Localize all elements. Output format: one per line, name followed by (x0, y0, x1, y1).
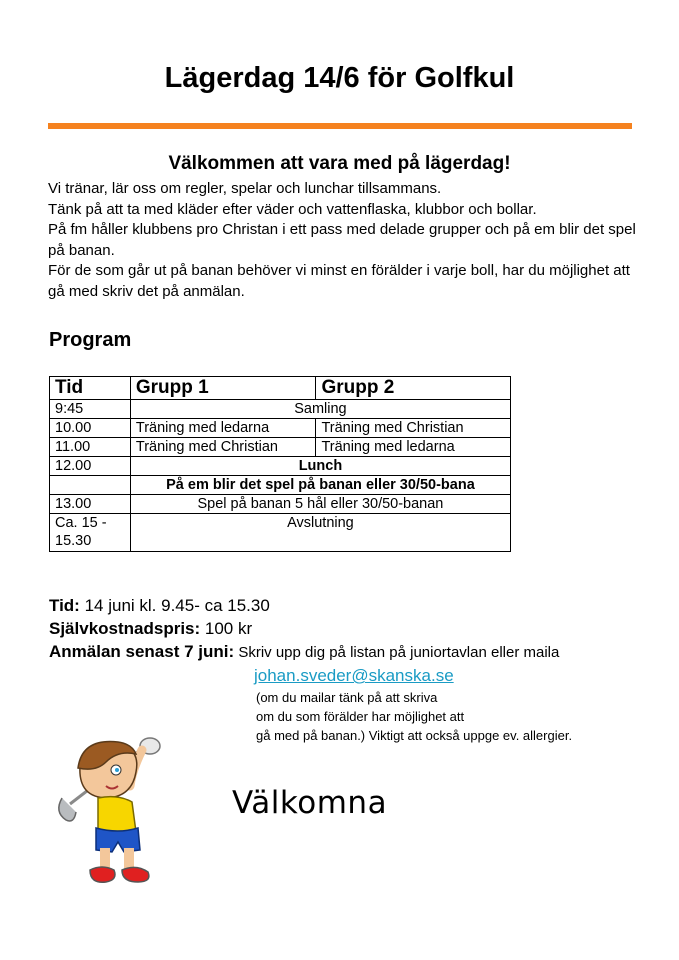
signup-info (49, 642, 559, 665)
time-cell (50, 476, 131, 495)
activity-cell: Spel på banan 5 hål eller 30/50-banan (130, 495, 510, 514)
time-cell: 10.00 (50, 419, 131, 438)
closing-greeting: Välkomna (232, 785, 388, 821)
note-line: (om du mailar tänk på att skriva (256, 690, 438, 705)
time-cell: 12.00 (50, 457, 131, 476)
activity-cell: Lunch (130, 457, 510, 476)
group2-cell: Träning med ledarna (316, 438, 511, 457)
activity-cell: Avslutning (130, 514, 510, 552)
price-label: Självkostnadspris: (49, 619, 201, 638)
email-link[interactable]: johan.sveder@skanska.se (254, 666, 454, 685)
group1-cell: Träning med Christian (130, 438, 316, 457)
price-value: 100 kr (200, 619, 253, 638)
intro-line: Vi tränar, lär oss om regler, spelar och lunchar tillsammans. (48, 180, 442, 197)
intro-line: På fm håller klubbens pro Christan i ett pass med delade grupper och på em blir det spel på banan. (48, 221, 636, 259)
time-label: Tid: (49, 596, 80, 615)
activity-cell: På em blir det spel på banan eller 30/50-bana (130, 476, 510, 495)
table-row (50, 476, 511, 495)
table-row (50, 514, 511, 552)
note-line: gå med på banan.) Viktigt att också uppge ev. allergier. (256, 728, 573, 743)
time-cell: 9:45 (50, 400, 131, 419)
group1-cell: Träning med ledarna (130, 419, 316, 438)
time-cell: Ca. 15 - 15.30 (50, 514, 131, 552)
activity-cell: Samling (130, 400, 510, 419)
page-title: Lägerdag 14/6 för Golfkul (164, 62, 515, 94)
program-heading: Program (49, 329, 132, 351)
table-row (50, 419, 511, 438)
time-value: 14 juni kl. 9.45- ca 15.30 (79, 596, 270, 615)
signup-label: Anmälan senast 7 juni: (49, 642, 235, 661)
table-row (50, 457, 511, 476)
header-time: Tid (50, 377, 131, 400)
orange-divider (48, 123, 632, 129)
golfer-kid-illustration (50, 732, 175, 892)
schedule-table (49, 376, 511, 552)
note-line: om du som förälder har möjlighet att (256, 709, 465, 724)
time-cell: 11.00 (50, 438, 131, 457)
event-info (49, 596, 559, 665)
table-row (50, 400, 511, 419)
table-header-row (50, 377, 511, 400)
header-group1: Grupp 1 (130, 377, 316, 400)
time-info (49, 596, 559, 619)
price-info (49, 619, 559, 642)
signup-value: Skriv upp dig på listan på juniortavlan eller maila (234, 644, 560, 661)
header-group2: Grupp 2 (316, 377, 511, 400)
signup-note (256, 688, 572, 745)
table-row (50, 438, 511, 457)
time-cell: 13.00 (50, 495, 131, 514)
intro-line: Tänk på att ta med kläder efter väder och vattenflaska, klubbor och bollar. (48, 200, 537, 218)
welcome-heading: Välkommen att vara med på lägerdag! (168, 153, 511, 174)
table-row (50, 495, 511, 514)
group2-cell: Träning med Christian (316, 419, 511, 438)
intro-text (48, 179, 638, 302)
intro-line: För de som går ut på banan behöver vi minst en förälder i varje boll, har du möjlighet att gå med skriv det på anmälan. (48, 262, 630, 300)
